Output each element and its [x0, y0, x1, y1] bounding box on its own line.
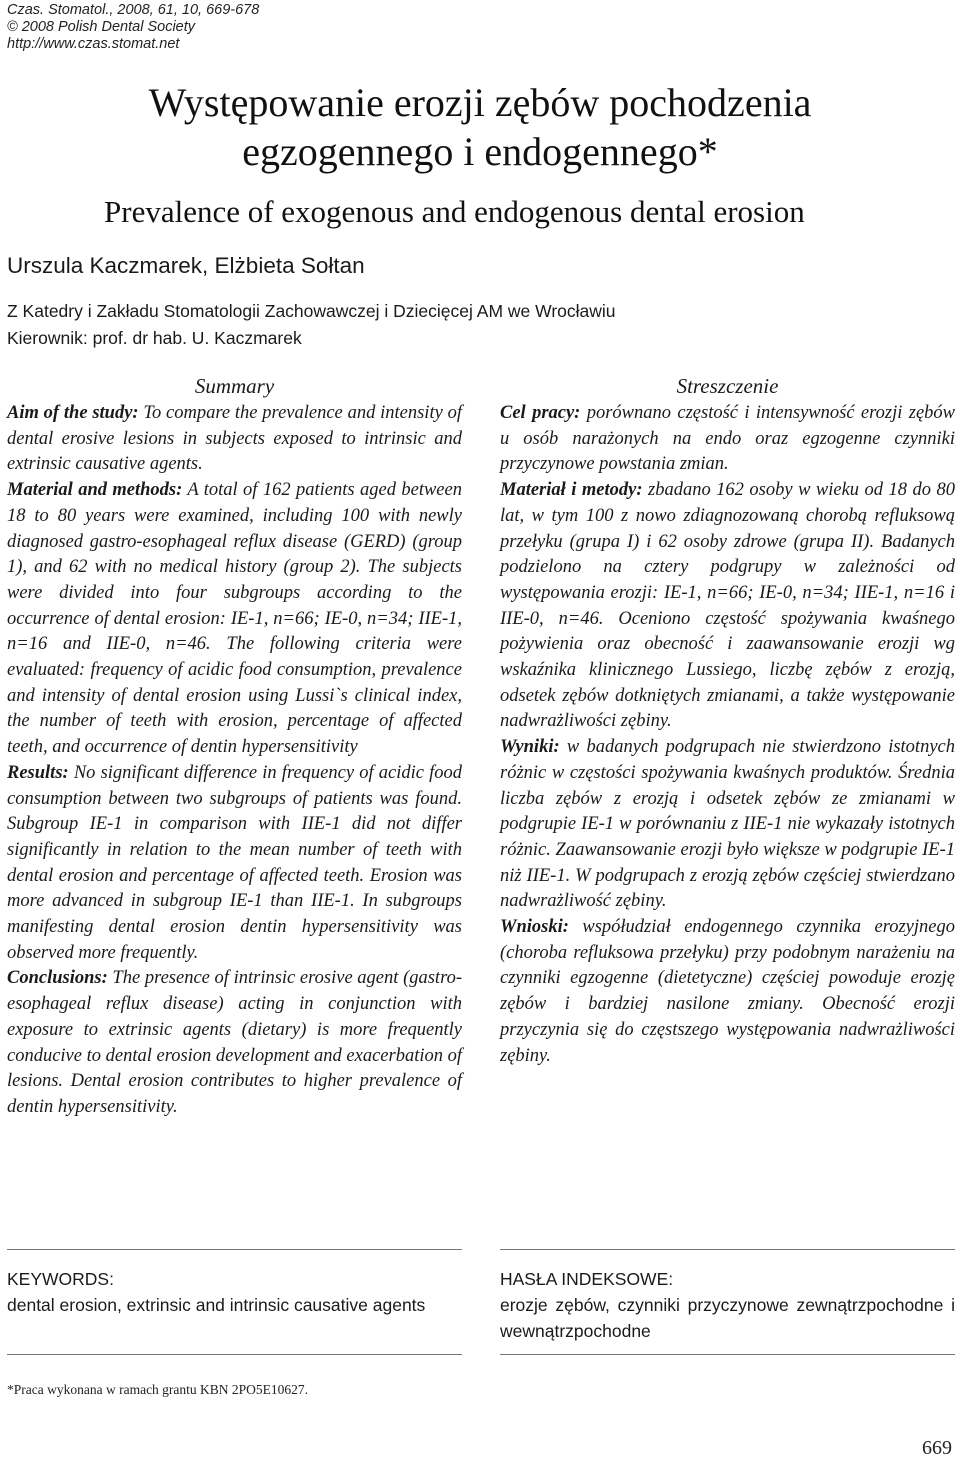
authors: Urszula Kaczmarek, Elżbieta Sołtan	[7, 253, 365, 278]
summary-results	[7, 761, 462, 967]
hasla-top-divider	[500, 1249, 955, 1250]
page-number: 669	[922, 1437, 952, 1459]
title-polish-line-2: egzogennego i endogennego*	[242, 129, 718, 174]
journal-header	[7, 2, 259, 53]
summary-aim-label: Aim of the study:	[7, 403, 139, 423]
affiliation	[7, 298, 616, 352]
summary-methods	[7, 478, 462, 761]
streszczenie-methods-label: Materiał i metody:	[500, 480, 643, 501]
keywords-label: KEYWORDS:	[7, 1269, 114, 1289]
summary-methods-label: Material and methods:	[7, 480, 183, 501]
hasla-bottom-divider	[500, 1354, 955, 1355]
summary-conclusions-label: Conclusions:	[7, 968, 108, 989]
keywords-text: dental erosion, extrinsic and intrinsic causative agents	[7, 1295, 426, 1315]
streszczenie-methods-text: zbadano 162 osoby w wieku od 18 do 80 lat, w tym 100 z nowo zdiagnozowaną chorobą refluksową przełyku (grupa I) i 62 osoby zdrowe (grupa II). Badanych podzielono na cztery podgrupy w zależności od występowania erozji: IE-1, n=66; IE-0, n=34; IIE-1, n=16 i IIE-0, n=46. Oceniono częstość spożywania kwaśnego pożywienia oraz obecność i zaawansowanie erozji wg wskaźnika klinicznego Lussiego, liczbę zębów z erozją, odsetek zębów dotkniętych zmianami, a także występowanie nadwrażliwości zębiny.	[500, 480, 955, 732]
journal-copyright: © 2008 Polish Dental Society	[7, 19, 196, 35]
summary-aim-text: To compare the prevalence and intensity of dental erosive lesions in subjects exposed to intrinsic and extrinsic causative agents.	[7, 403, 462, 475]
streszczenie-conclusions-text: współudział endogennego czynnika erozyjnego (choroba refluksowa przełyku) przy podobnym narażeniu na czynniki egzogenne (dietetyczne) częściej powoduje erozję zębów i bardziej nasilone zmiany. Obecność erozji przyczynia się do częstszego występowania nadwrażliwości zębiny.	[500, 917, 955, 1066]
streszczenie-results-text: w badanych podgrupach nie stwierdzono istotnych różnic w częstości spożywania kwaśnych produktów. Średnia liczba zębów z erozją i odsetek zębów ze zmianami w podgrupie IE-1 w porównaniu z IIE-1 nie wykazały istotnych różnic. Zaawansowanie erozji było większe w podgrupie IE-1 niż IIE-1. W podgrupach z erozją zębów częściej stwierdzano nadwrażliwość zębiny.	[500, 737, 955, 912]
journal-url[interactable]: http://www.czas.stomat.net	[7, 36, 180, 52]
title-english: Prevalence of exogenous and endogenous dental erosion	[104, 194, 805, 229]
journal-citation: Czas. Stomatol., 2008, 61, 10, 669-678	[7, 2, 260, 18]
summary-conclusions-text: The presence of intrinsic erosive agent (gastro-esophageal reflux disease) acting in conjunction with exposure to extrinsic agents (dietary) is more frequently conducive to dental erosion development and exacerbation of lesions. Dental erosion contributes to higher prevalence of dentin hypersensitivity.	[7, 968, 463, 1117]
hasla-label: HASŁA INDEKSOWE:	[500, 1269, 674, 1289]
summary-heading: Summary	[194, 374, 275, 398]
streszczenie-column	[500, 373, 955, 1069]
streszczenie-results-label: Wyniki:	[500, 737, 560, 758]
hasla-text: erozje zębów, czynniki przyczynowe zewnątrzpochodne i wewnątrzpochodne	[500, 1295, 955, 1341]
summary-column	[7, 373, 462, 1121]
streszczenie-aim-label: Cel pracy:	[500, 403, 581, 423]
affiliation-institution: Z Katedry i Zakładu Stomatologii Zachowawczej i Dziecięcej AM we Wrocławiu	[7, 301, 616, 321]
streszczenie-results	[500, 735, 955, 915]
summary-methods-text: A total of 162 patients aged between 18 to 80 years were examined, including 100 with newly diagnosed gastro-esophageal reflux disease (GERD) (group 1), and 62 with no medical history (group 2). The subjects were divided into four subgroups according to the occurrence of dental erosion: IE-1, n=66; IE-0, n=34; IIE-1, n=16 and IIE-0, n=46. The following criteria were evaluated: frequency of acidic food consumption, prevalence and intensity of dental erosion using Lussi`s clinical index, the number of teeth with erosion, percentage of affected teeth, and occurrence of dentin hypersensitivity	[7, 480, 462, 758]
keywords-top-divider	[7, 1249, 462, 1250]
streszczenie-aim-text: porównano częstość i intensywność erozji zębów u osób narażonych na endo oraz egzogenne czynniki przyczynowe powstania zmian.	[500, 403, 956, 475]
grant-footnote: *Praca wykonana w ramach grantu KBN 2PO5E10627.	[7, 1382, 309, 1397]
summary-conclusions	[7, 966, 462, 1120]
summary-results-text: No significant difference in frequency of acidic food consumption between two subgroups of patients was found. Subgroup IE-1 in comparison with IIE-1 did not differ significantly in relation to the mean number of teeth with dental erosion and percentage of affected teeth. Erosion was more advanced in subgroup IE-1 than IIE-1. In subgroups manifesting dental erosion dentin hypersensitivity was observed more frequently.	[7, 762, 462, 963]
affiliation-head: Kierownik: prof. dr hab. U. Kaczmarek	[7, 328, 302, 348]
summary-aim	[7, 401, 462, 478]
hasla-block	[500, 1266, 955, 1344]
streszczenie-heading: Streszczenie	[676, 374, 779, 398]
keywords-block	[7, 1266, 462, 1318]
streszczenie-conclusions	[500, 915, 955, 1069]
streszczenie-conclusions-label: Wnioski:	[500, 917, 569, 938]
streszczenie-methods	[500, 478, 955, 735]
keywords-bottom-divider	[7, 1354, 462, 1355]
title-polish	[0, 78, 960, 176]
summary-results-label: Results:	[7, 762, 69, 783]
title-polish-line-1: Występowanie erozji zębów pochodzenia	[148, 80, 812, 125]
streszczenie-aim	[500, 401, 955, 478]
